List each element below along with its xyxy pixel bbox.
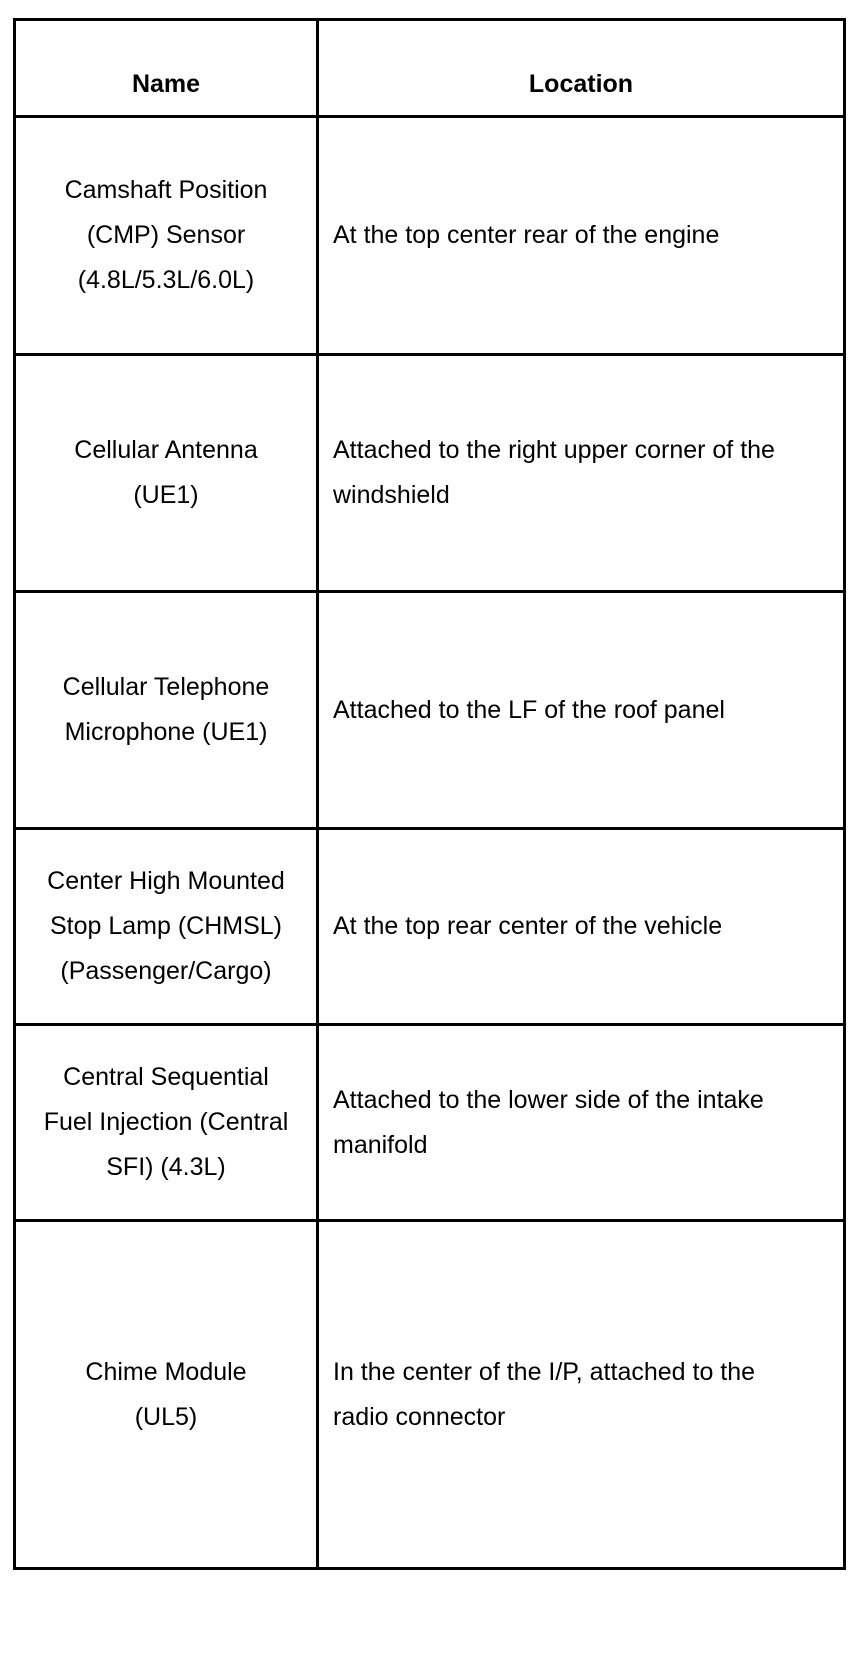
component-location-cell (318, 355, 845, 592)
table-row (15, 355, 845, 592)
component-name: Cellular Telephone Microphone (UE1) (62, 673, 270, 746)
component-location-cell (318, 117, 845, 355)
component-location-table-container (13, 18, 843, 1570)
table-row (15, 1025, 845, 1221)
header-row (15, 20, 845, 117)
table-row (15, 592, 845, 829)
component-name: Central Sequential Fuel Injection (Central SFI) (4.3L) (43, 1063, 289, 1181)
component-location: At the top center rear of the engine (333, 221, 720, 249)
table-row (15, 829, 845, 1025)
column-header-name: Name (15, 20, 318, 117)
component-name-cell (15, 1025, 318, 1221)
component-name-cell (15, 117, 318, 355)
component-location-table (13, 18, 846, 1570)
component-location: Attached to the right upper corner of the windshield (333, 436, 775, 509)
component-name-cell (15, 592, 318, 829)
component-name-cell (15, 1221, 318, 1569)
component-name: Cellular Antenna (UE1) (74, 436, 258, 509)
component-name-cell (15, 829, 318, 1025)
table-row (15, 1221, 845, 1569)
component-location: Attached to the lower side of the intake manifold (333, 1085, 764, 1159)
component-location-cell (318, 1025, 845, 1221)
component-location: Attached to the LF of the roof panel (333, 695, 725, 724)
component-name-cell (15, 355, 318, 592)
component-location-cell (318, 829, 845, 1025)
column-header-location: Location (318, 20, 845, 117)
table-row (15, 117, 845, 355)
component-name: Camshaft Position (CMP) Sensor (4.8L/5.3L/6.0L) (64, 176, 268, 294)
component-name: Center High Mounted Stop Lamp (CHMSL) (Passenger/Cargo) (47, 867, 285, 985)
component-location: In the center of the I/P, attached to the radio connector (333, 1357, 756, 1431)
component-location-cell (318, 592, 845, 829)
component-location-cell (318, 1221, 845, 1569)
component-name: Chime Module (UL5) (85, 1357, 247, 1431)
component-location: At the top rear center of the vehicle (333, 912, 723, 940)
